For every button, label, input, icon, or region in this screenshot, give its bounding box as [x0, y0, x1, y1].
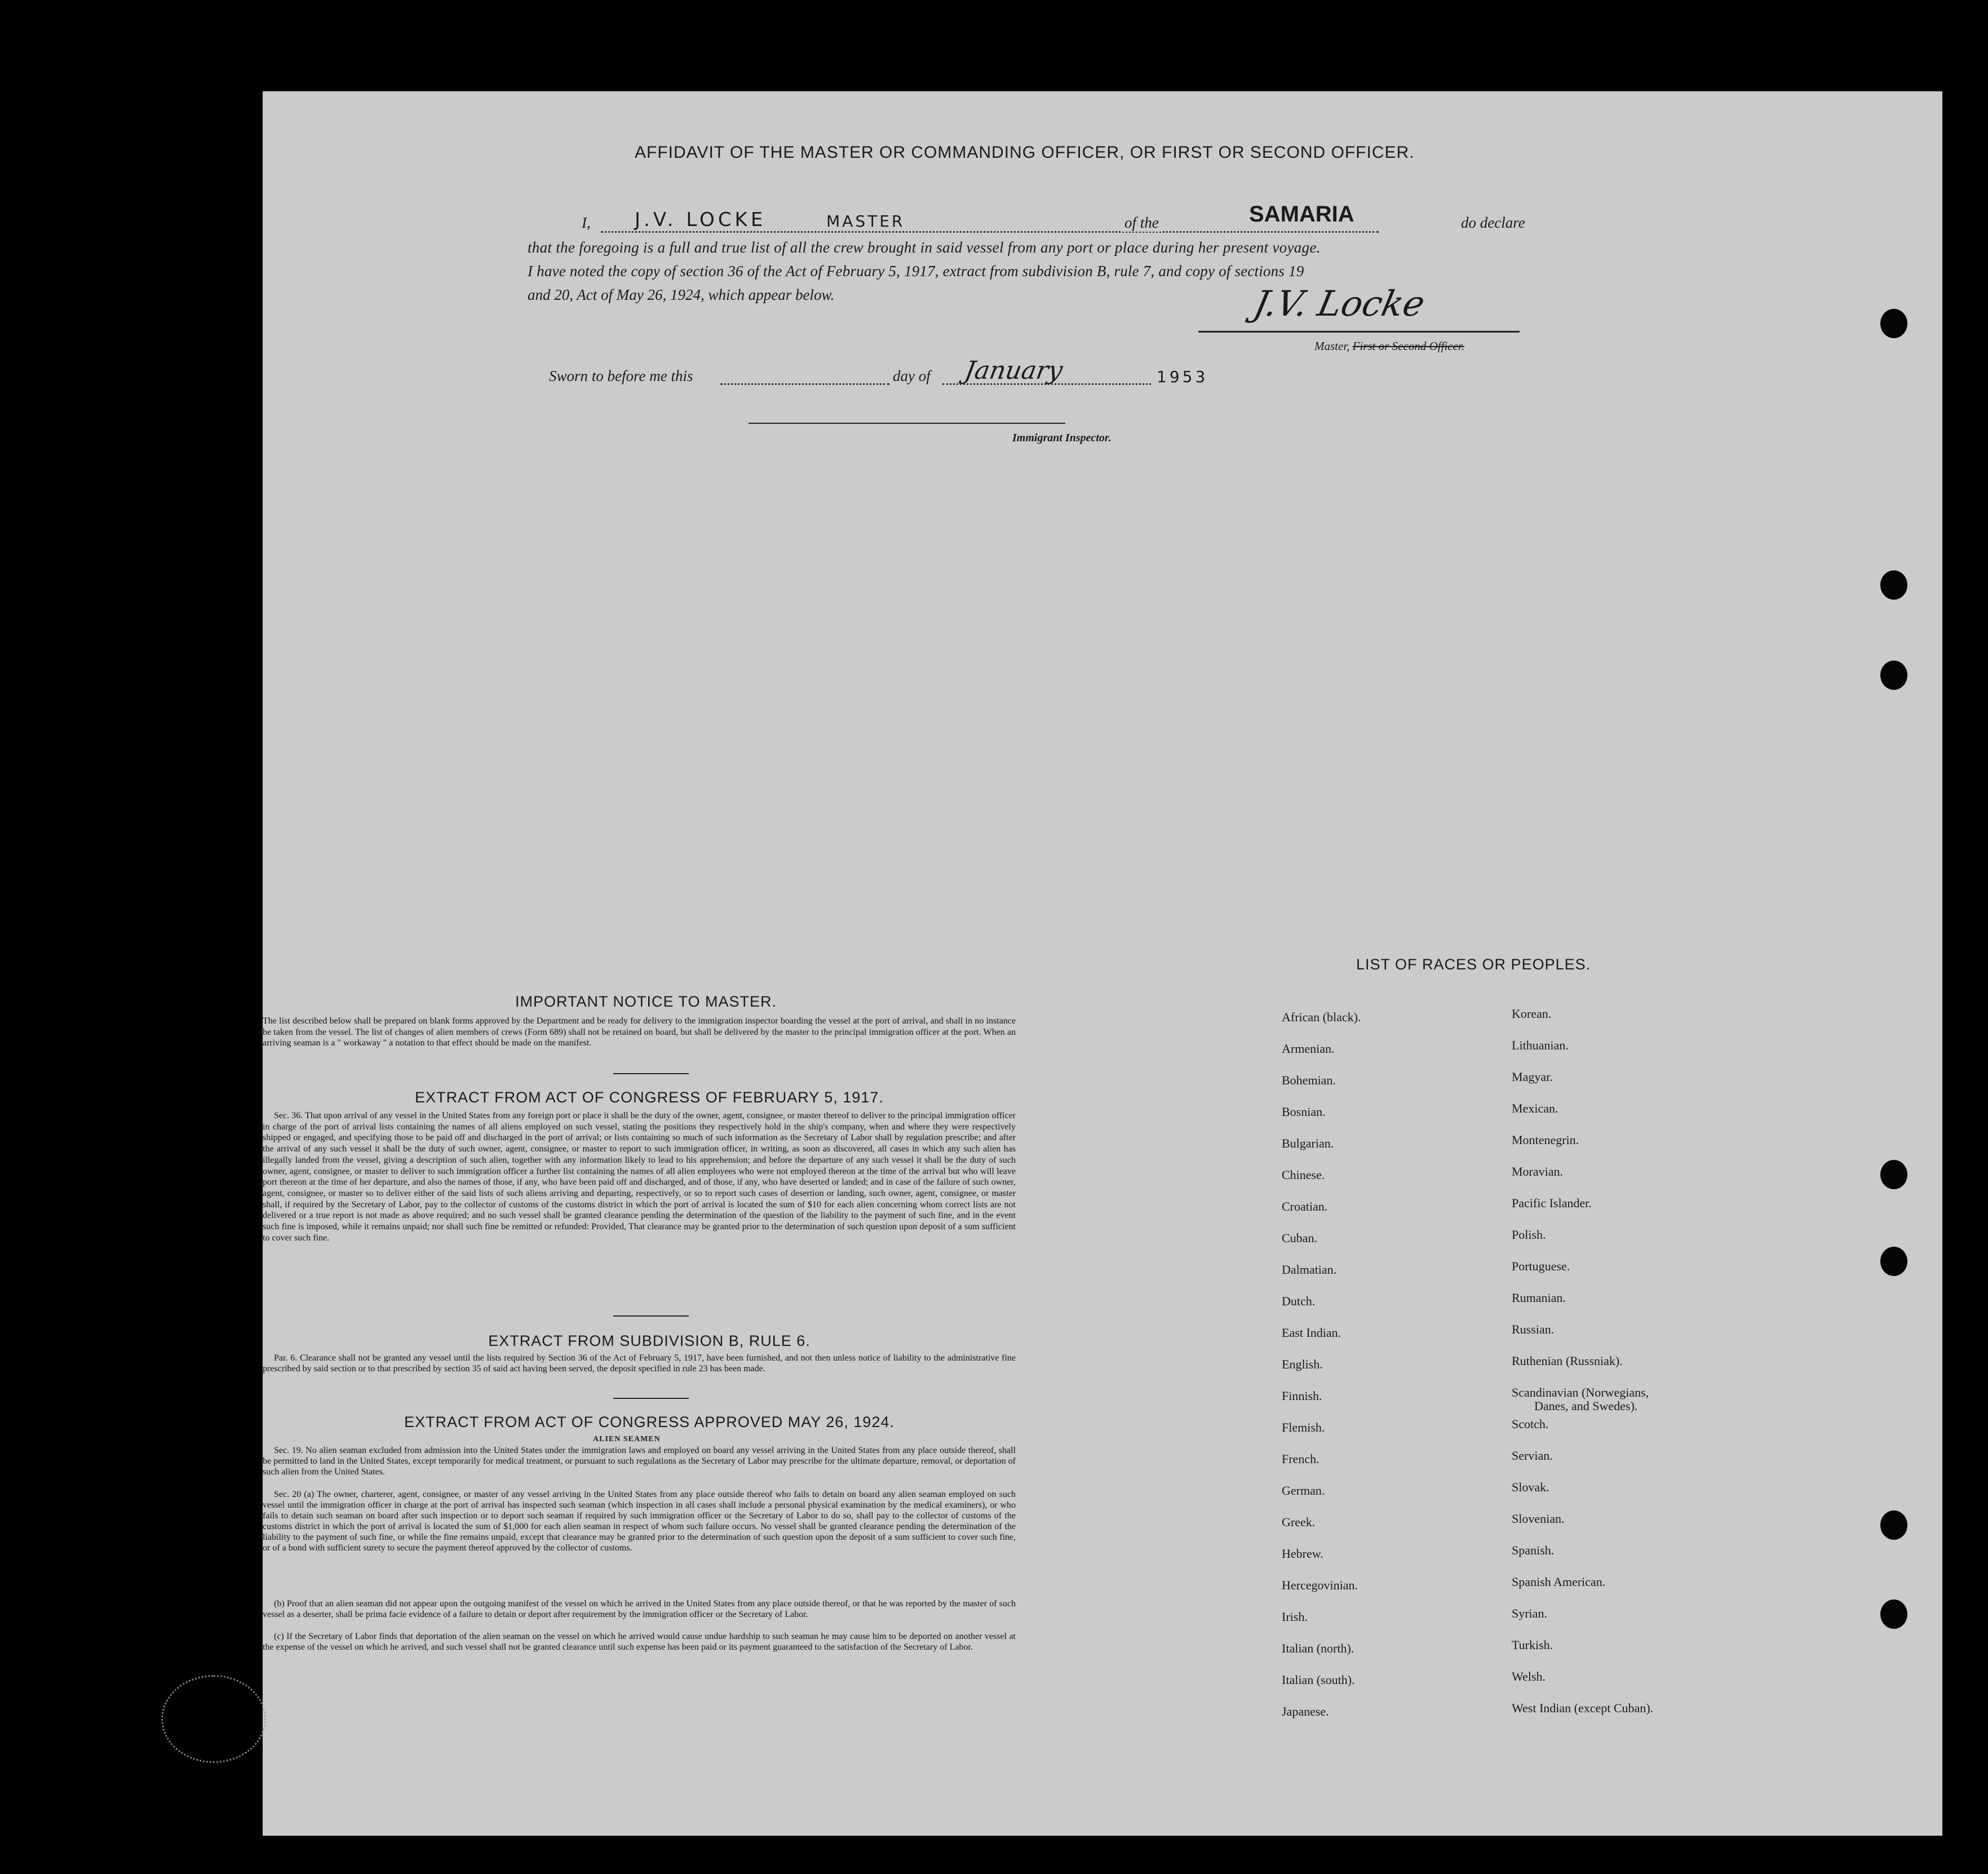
race-item: Hebrew. [1282, 1547, 1323, 1561]
race-item: Greek. [1282, 1515, 1316, 1529]
binder-hole [1880, 309, 1907, 338]
binder-hole [1880, 661, 1907, 690]
binder-hole [1880, 1247, 1907, 1276]
extract-1924-sec19: Sec. 19. No alien seaman excluded from admission into the United States under the immigration laws and employed on board any vessel arriving in the United States from any place outside thereof, shall be permitted to land in the United States, except temporarily for medical treatment, or pursuant to such regulations as the Secretary of Labor may prescribe for the ultimate departure, removal, or deportation of such alien from the United States. [263, 1446, 1016, 1477]
race-item: Polish. [1512, 1228, 1546, 1242]
race-item: Irish. [1282, 1610, 1308, 1624]
extract-1917-title: EXTRACT FROM ACT OF CONGRESS OF FEBRUARY 5, 1917. [415, 1089, 884, 1106]
master-label: Master, [1314, 339, 1350, 353]
race-item: Bulgarian. [1282, 1136, 1334, 1150]
affidavit-title: AFFIDAVIT OF THE MASTER OR COMMANDING OFFICER, OR FIRST OR SECOND OFFICER. [635, 143, 1415, 162]
race-item: German. [1282, 1483, 1325, 1498]
race-item: Syrian. [1512, 1606, 1547, 1620]
extract-1924-sec20a: Sec. 20 (a) The owner, charterer, agent, consignee, or master of any vessel arriving in the United States from any place outside thereof who fails to detain on board any alien seaman employed on such vessel until the immigration officer in charge at the port of arrival has inspected such seaman (which inspection in all cases shall include a personal physical examination by the medical examiners), or who fails to detain such seaman on board after such inspection or to deport such seaman if required by such immigration officer or the Secretary of Labor to do so, shall pay to the collector of customs of the customs district in which the port of arrival is located the sum of $1,000 for each alien seaman in respect of whom such failure occurs. No vessel shall be granted clearance pending the determination of the liability to the payment of such fine, or while the fine remains unpaid, except that clearance may be granted prior to the determination of such question upon the deposit of a sum sufficient to cover such fine, or of a bond with sufficient surety to secure the payment thereof approved by the collector of customs. [263, 1490, 1016, 1553]
rank-field: MASTER [826, 212, 905, 231]
binder-hole [1880, 1510, 1907, 1540]
race-item: Flemish. [1282, 1420, 1325, 1434]
race-item: Mexican. [1512, 1101, 1558, 1115]
race-item: Dalmatian. [1282, 1262, 1337, 1277]
race-item: Danes, and Swedes). [1534, 1399, 1638, 1413]
form-page [263, 91, 1942, 1836]
extract-1924-sec20c: (c) If the Secretary of Labor finds that deportation of the alien seaman on the vessel on which he arrived would cause undue hardship to such seaman he may cause him to be deported on another vessel at the expense of the vessel on which he arrived, and such vessel shall not be granted clearance until such expense has been paid or its payment guaranteed to the satisfaction of the Secretary of Labor. [263, 1632, 1016, 1652]
race-item: Italian (north). [1282, 1641, 1354, 1655]
extract-1924-sec20b: (b) Proof that an alien seaman did not appear upon the outgoing manifest of the vessel on which he arrived in the United States from any place outside thereof, or that he was reported by the master of such vessel as a deserter, shall be prima facie evidence of a failure to detain or deport after requirement by the immigration officer or the Secretary of Labor. [263, 1599, 1016, 1619]
seal-stamp [161, 1675, 266, 1763]
binder-hole [1880, 1600, 1907, 1629]
race-item: Japanese. [1282, 1704, 1329, 1718]
race-item: Dutch. [1282, 1294, 1316, 1308]
year-field: 1953 [1157, 367, 1208, 386]
struck-officer-label: First or Second Officer. [1352, 339, 1464, 353]
race-item: Slovak. [1512, 1480, 1549, 1494]
race-item: East Indian. [1282, 1326, 1341, 1340]
race-item: French. [1282, 1452, 1320, 1466]
race-item: Finnish. [1282, 1389, 1322, 1403]
race-item: Spanish. [1512, 1543, 1555, 1557]
extract-rule6-text: Par. 6. Clearance shall not be granted any vessel until the lists required by Section 36 of the Act of February 5, 1917, have been furnished, and not then unless notice of liability to the administrative fine prescribed by said section or to that prescribed by section 35 of said act having been served, the deposit specified in rule 23 has been made. [263, 1353, 1016, 1374]
extract-1917-text: Sec. 36. That upon arrival of any vessel in the United States from any foreign port or place it shall be the duty of the owner, agent, consignee, or master thereof to deliver to the principal immigration officer in charge of the port of arrival lists containing the names of all aliens employed on such vessel, stating the positions they respectively hold in the ship's company, when and where they were respectively shipped or engaged, and specifying those to be paid off and discharged in the port of arrival; or lists containing so much of such information as the Secretary of Labor shall by regulation prescribe; and after the arrival of any such vessel it shall be the duty of such owner, agent, consignee, or master to report to such immigration officer, in writing, as soon as discovered, all cases in which any such alien has illegally landed from the vessel, giving a description of such alien, together with any information likely to lead to his apprehension; and before the departure of any such vessel it shall be the duty of such owner, agent, consignee, or master to deliver to such immigration officer a further list containing the names of all alien employees who were not employed thereon at the time of the arrival but who will leave port thereon at the time of her departure, and also the names of those, if any, who have been paid off and discharged, and of those, if any, who have deserted or landed; and in case of the failure of such owner, agent, consignee, or master so to deliver either of the said lists of such aliens arriving and departing, respectively, or so to report such cases of desertion or landing, such owner, agent, consignee, or master shall, if required by the Secretary of Labor, pay to the collector of customs of the customs district in which the port of arrival is located the sum of $10 for each alien concerning whom correct lists are not delivered or a true report is not made as above required; and no such vessel shall be granted clearance pending the determination of the question of the liability to the payment of such fine, and in the event such fine is imposed, while it remains unpaid; nor shall such fine be remitted or refunded: Provided, That clearance may be granted prior to the determination of such question upon deposit of a sum sufficient to cover such fine. [263, 1111, 1016, 1243]
do-declare-label: do declare [1458, 214, 1529, 232]
master-name-field: J.V. LOCKE [635, 209, 767, 231]
race-item: Slovenian. [1512, 1512, 1565, 1526]
race-item: Servian. [1512, 1448, 1553, 1463]
race-item: Magyar. [1512, 1070, 1553, 1084]
notice-text: The list described below shall be prepared on blank forms approved by the Department and be ready for delivery to the immigration inspector boarding the vessel at the port of arrival, and shall in no instance be taken from the vessel. The list of changes of alien members of crews (Form 689) shall not be retained on board, but shall be delivered by the master to the principal immigration officer at the port. When an arriving seaman is a " workaway " a notation to that effect should be made on the manifest. [263, 1016, 1016, 1048]
race-item: African (black). [1282, 1010, 1361, 1024]
race-item: Russian. [1512, 1322, 1555, 1336]
declaration-line-2: that the foregoing is a full and true list of all the crew brought in said vessel from any port or place during her present voyage. [528, 239, 1321, 256]
immigrant-inspector-label: Immigrant Inspector. [1012, 432, 1112, 444]
race-item: Welsh. [1512, 1669, 1546, 1684]
race-item: Lithuanian. [1512, 1038, 1569, 1052]
race-item: Korean. [1512, 1007, 1552, 1021]
race-item: Croatian. [1282, 1199, 1328, 1213]
race-item: Scandinavian (Norwegians, [1512, 1385, 1649, 1399]
alien-seamen-subtitle: ALIEN SEAMEN [593, 1435, 661, 1443]
declaration-i-label: I, [582, 214, 591, 231]
race-item: Chinese. [1282, 1168, 1325, 1182]
race-item: Italian (south). [1282, 1673, 1355, 1687]
race-item: Montenegrin. [1512, 1133, 1579, 1147]
races-title: LIST OF RACES OR PEOPLES. [1356, 956, 1591, 973]
race-item: Bosnian. [1282, 1105, 1326, 1119]
race-item: Hercegovinian. [1282, 1578, 1358, 1592]
notice-title: IMPORTANT NOTICE TO MASTER. [515, 993, 777, 1010]
day-of-label: day of [893, 367, 931, 384]
master-signature: J.V. Locke [1250, 283, 1429, 324]
binder-hole [1880, 1160, 1907, 1189]
race-item: Bohemian. [1282, 1073, 1336, 1087]
declaration-line-4: and 20, Act of May 26, 1924, which appear below. [528, 286, 835, 303]
extract-1924-title: EXTRACT FROM ACT OF CONGRESS APPROVED MAY 26, 1924. [404, 1414, 895, 1430]
race-item: Armenian. [1282, 1042, 1335, 1056]
race-item: West Indian (except Cuban). [1512, 1701, 1654, 1715]
binder-hole [1880, 570, 1907, 600]
sworn-prefix: Sworn to before me this [549, 367, 693, 384]
race-item: Portuguese. [1512, 1259, 1570, 1273]
race-item: Spanish American. [1512, 1575, 1606, 1589]
month-field: January [962, 356, 1065, 385]
extract-rule6-title: EXTRACT FROM SUBDIVISION B, RULE 6. [488, 1332, 811, 1349]
race-item: Moravian. [1512, 1164, 1564, 1179]
race-item: English. [1282, 1357, 1323, 1371]
master-title-label [1314, 339, 1464, 353]
race-item: Rumanian. [1512, 1291, 1566, 1305]
race-item: Cuban. [1282, 1231, 1317, 1245]
of-the-label: of the [1121, 214, 1162, 232]
race-item: Scotch. [1512, 1417, 1549, 1431]
race-item: Ruthenian (Russniak). [1512, 1354, 1623, 1368]
declaration-line-3: I have noted the copy of section 36 of the Act of February 5, 1917, extract from subdivision B, rule 7, and copy of sections 19 [528, 263, 1304, 280]
vessel-name-field: SAMARIA [1249, 202, 1354, 227]
race-item: Pacific Islander. [1512, 1196, 1592, 1210]
race-item: Turkish. [1512, 1638, 1553, 1652]
